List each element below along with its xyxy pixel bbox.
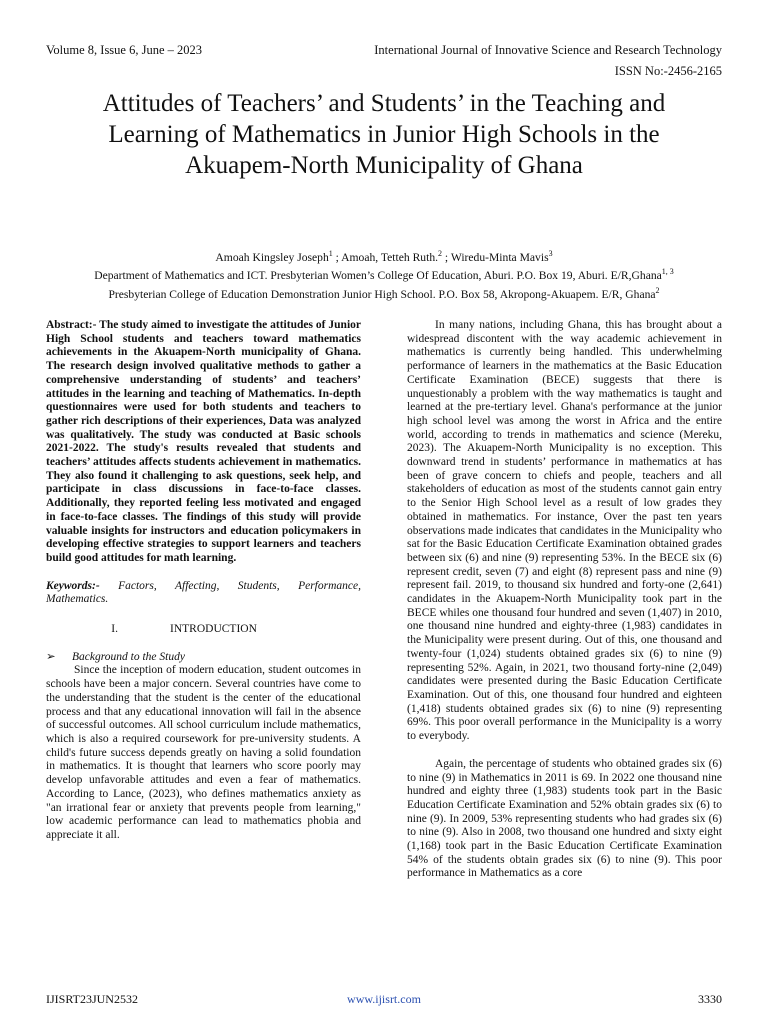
right-column [407,319,722,881]
subsection-title: Background to the Study [72,650,185,663]
affiliation-1 [30,265,738,283]
paper-title: Attitudes of Teachers’ and Students’ in the Teaching and Learning of Mathematics in Junior High Schools in the Akuapem-North Municipality of Ghana [102,90,666,179]
page-number: 3330 [698,992,722,1006]
article-id: IJISRT23JUN2532 [46,992,138,1006]
intro-paragraph: Since the inception of modern education, student outcomes in schools have been a major concern. Several countries have come to the understanding that the student is the center of the educational process and that any educational innovation will fail in the absence of successful outcomes. All school curriculum include mathematics, which is also a required coursework for pre-university students. A child's future success depends greatly on having a solid foundation in mathematics. It is thought that learners who score poorly may develop unfavorable attitudes and even a fear of mathematics. According to Lance, (2023), who defines mathematics anxiety as "an irrational fear or anxiety that prevents people from learning," low academic performance can lead to mathematics phobia and appreciate it all. [46,664,361,841]
author-block [30,247,738,302]
subsection-heading [46,651,361,665]
body-paragraph-2: Again, the percentage of students who obtained grades six (6) to nine (9) in Mathematics in 2011 is 69. In 2022 one thousand nine hundred and eighty three (1,983) students took part in the Basic Education Certificate Examination and 52% obtain grades six (6) to nine (9). In 2009, 53% representing students who had grades six (6) to nine (9). Also in 2008, two thousand one hundred and sixty eight (1,168) took part in the Basic Education Certificate Examination 54% of the students obtain grades six (6) to nine (9). This poor performance in Mathematics as a core [407,757,722,880]
affiliation-2 [30,284,738,302]
affiliation-2-sup: 2 [655,285,660,295]
journal-url-link[interactable]: www.ijisrt.com [347,992,421,1006]
issn: ISSN No:-2456-2165 [614,64,722,78]
author-3-sup: 3 [548,249,553,258]
keywords [46,580,361,607]
author-2-sup: 2 [438,249,443,258]
section-heading [46,623,361,637]
author-3: ; Wiredu-Minta Mavis [442,250,549,264]
affiliation-1-sup: 1, 3 [661,267,674,277]
left-column [46,319,361,843]
keywords-label: Keywords:- [46,579,100,592]
author-1: Amoah Kingsley Joseph [215,250,329,264]
journal-name: International Journal of Innovative Science and Research Technology [374,43,722,57]
volume-info: Volume 8, Issue 6, June – 2023 [46,43,203,57]
affiliation-2-text: Presbyterian College of Education Demonstration Junior High School. P.O. Box 58, Akropong-Akuapem. E/R, Ghana [108,287,656,301]
affiliation-1-text: Department of Mathematics and ICT. Presbyterian Women’s College Of Education, Aburi. P.O. Box 19, Aburi. E/R,Ghana [94,269,662,283]
author-line [30,247,738,265]
body-paragraph-1: In many nations, including Ghana, this has brought about a widespread discontent with the way academic achievement in mathematics is currently being handled. This underwhelming performance of learners in the mathematics at the Basic Education Certificate Examination (BECE) suggests that there is unquestionably a problem with the way mathematics is taught and learned at the pre-tertiary level. Ghana's performance at the junior high school level was among the worst in Africa and the entire world, according to trends in mathematics and science (Mereku, 2023). The Akuapem-North Municipality is no exception. This downward trend in students’ performance in mathematics at has been of grave concern to chiefs and people, teachers and all stakeholders of education as most of the students cannot gain entry to the Senior High School level as a result of low grades they obtained in mathematics. For instance, Over the past ten years observations made indicates that candidates in the Municipality who sat for the Basic Education Certificate Examination obtained grades between six (6) and nine (9) representing 53%. In the BECE six (6) represent credit, seven (7) and eight (8) represent pass and nine (9) represent fail. 2019, to thousand six hundred and forty-one (2,641) candidates in the Akuapem-North Municipality took part in the BECE whiles one thousand four hundred and seven (1,407) in 2010, one thousand nine hundred and eighty-three (1,983) candidates in the Municipality were present during. Out of this, one thousand and twenty-four (1,024) students obtained grades six (6) to nine (9) representing 52%. Again, in 2021, two thousand forty-nine (2,049) candidates were presented during the Basic Education Certificate Examination. Out of this, one thousand four hundred and eighteen (1,418) students obtained grades six (6) to nine (9) representing 69%. This poor overall performance in the Municipality is a worry to everybody. [407,319,722,743]
arrow-bullet-icon: ➢ [46,650,56,663]
author-1-sup: 1 [328,249,333,258]
abstract: Abstract:- The study aimed to investigate the attitudes of Junior High School students and teachers toward mathematics achievements in the Akuapem-North municipality of Ghana. The research design involved qualitative methods to gather a comprehensive understanding of students’ and teachers’ attitudes in the learning and teaching of Mathematics. In-depth questionnaires were used for both students and teachers to gather rich descriptions of their experiences, Data was analyzed was qualitatively. The study was conducted at Basic schools 2021-2022. The study's results revealed that students and teachers’ attitudes affects students achievement in mathematics. They also found it challenging to ask questions, seek help, and participate in class discussions in face-to-face classes. Additionally, they reported feeling less motivated and engaged in face-to-face classes. The findings of this study will provide valuable insights for instructors and education policymakers in developing effective strategies to support learners and teachers build good attitudes for math learning. [46,319,361,564]
keywords-text: Factors, Affecting, Students, Performance, Mathematics. [46,579,361,606]
section-title: INTRODUCTION [170,623,257,636]
author-2: ; Amoah, Tetteh Ruth. [332,250,439,264]
section-number: I. [111,623,118,636]
